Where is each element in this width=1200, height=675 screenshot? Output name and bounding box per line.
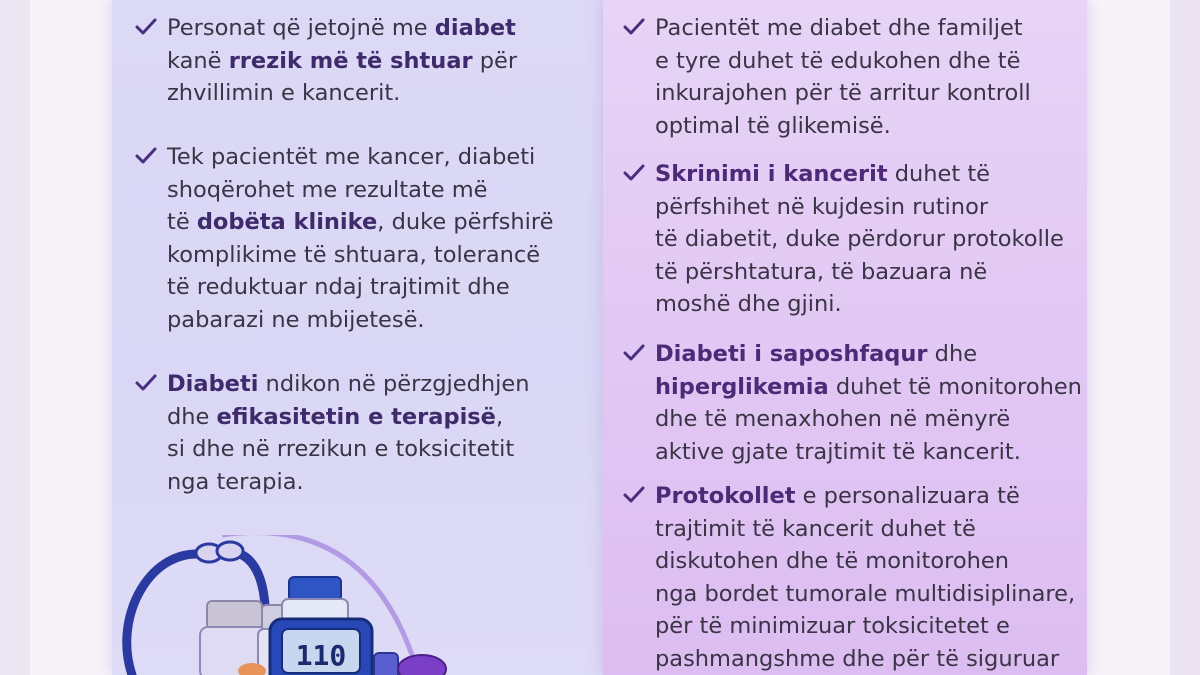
page-background (30, 0, 1170, 675)
text-segment: , (495, 403, 504, 430)
text-segment: si dhe në rrezikun e toksicitetit (167, 436, 515, 462)
bullet-text-line (655, 643, 1080, 675)
bold-phrase: diabet (434, 15, 516, 41)
text-segment: ndikon në përzgjedhjen (258, 371, 530, 397)
text-segment: pashmangshme dhe për të siguruar (655, 645, 1060, 672)
bold-phrase: hiperglikemia (655, 373, 829, 400)
glucose-reading: 110 (295, 639, 347, 672)
text-segment: kanë (167, 47, 229, 74)
checkmark-icon (622, 15, 646, 39)
right-item (655, 338, 1080, 468)
text-segment: zhvillimin e kancerit. (167, 80, 401, 106)
right-item (655, 158, 1080, 321)
bullet-text-line (655, 610, 1080, 643)
bullet-text-line (655, 223, 1080, 256)
bold-phrase: efikasitetin e terapisë (216, 403, 496, 430)
bullet-text-line (167, 433, 592, 466)
text-segment: moshë dhe gjini. (655, 291, 842, 317)
bullet-text-line (655, 338, 1080, 371)
text-segment: Tek pacientët me kancer, diabeti (167, 144, 536, 170)
bold-phrase: Diabeti i saposhfaqur (655, 341, 928, 367)
text-segment: e personalizuara të (795, 483, 1020, 509)
bullet-text-line (655, 371, 1080, 404)
bullet-text-line (655, 110, 1080, 143)
bold-phrase: Diabeti (167, 371, 259, 397)
text-segment: duhet të (887, 161, 991, 187)
left-item (167, 141, 592, 336)
bullet-text-line (655, 191, 1080, 224)
bullet-text-line (167, 466, 592, 499)
bullet-text-line (655, 45, 1080, 78)
text-segment: të diabetit, duke përdorur protokolle (655, 226, 1064, 252)
checkmark-icon (622, 483, 646, 507)
left-item (167, 12, 592, 110)
checkmark-icon (134, 371, 158, 395)
text-segment: për të minimizuar toksicitetet e (655, 613, 1010, 639)
bullet-text-line (167, 206, 592, 239)
text-segment: duhet të monitorohen (828, 373, 1082, 400)
checkmark-icon (134, 144, 158, 168)
bullet-text-line (167, 174, 592, 207)
bullet-text-line (655, 288, 1080, 321)
text-segment: dhe (927, 341, 978, 367)
bullet-text-line (167, 401, 592, 434)
bullet-text-line (167, 77, 592, 110)
text-segment: , duke përfshirë (377, 209, 554, 235)
bullet-text-line (655, 545, 1080, 578)
checkmark-icon (622, 341, 646, 365)
text-segment: Personat që jetojnë me (167, 15, 435, 41)
text-segment: pabarazi ne mbijetesë. (167, 306, 425, 333)
bullet-text-line (167, 239, 592, 272)
checkmark-icon (622, 161, 646, 185)
checkmark-icon (134, 15, 158, 39)
left-item (167, 368, 592, 498)
text-segment: dhe të menaxhohen në mënyrë (655, 406, 1011, 432)
bullet-text-line (167, 45, 592, 78)
bullet-text-line (655, 77, 1080, 110)
text-segment: përfshihet në kujdesin rutinor (655, 193, 989, 220)
text-segment: diskutohen dhe të monitorohen (655, 548, 1009, 574)
text-segment: të (167, 209, 197, 235)
right-item (655, 12, 1080, 142)
bullet-text-line (655, 12, 1080, 45)
text-segment: nga bordet tumorale multidisiplinare, (655, 580, 1076, 607)
text-segment: të përshtatura, të bazuara në (655, 258, 988, 285)
bold-phrase: dobëta klinike (196, 209, 378, 235)
bullet-text-line (167, 271, 592, 304)
text-segment: dhe (167, 403, 217, 430)
text-segment: të reduktuar ndaj trajtimit dhe (167, 274, 510, 300)
text-segment: trajtimit të kancerit duhet të (655, 515, 976, 542)
bullet-text-line (167, 12, 592, 45)
bold-phrase: rrezik më të shtuar (228, 47, 473, 74)
right-column (603, 0, 1087, 675)
lancet-icon (374, 653, 446, 675)
bold-phrase: Skrinimi i kancerit (655, 161, 888, 187)
text-segment: Pacientët me diabet dhe familjet (655, 15, 1023, 41)
text-segment: inkurajohen për të arritur kontroll (655, 80, 1031, 106)
bullet-text-line (167, 141, 592, 174)
bullet-text-line (167, 304, 592, 337)
insulin-bottle-icon (282, 577, 348, 623)
bullet-text-line (655, 403, 1080, 436)
text-segment: komplikime të shtuara, tolerancë (167, 241, 541, 268)
bold-phrase: Protokollet (655, 483, 796, 509)
text-segment: e tyre duhet të edukohen dhe të (655, 47, 1021, 74)
bullet-text-line (655, 513, 1080, 546)
bullet-text-line (655, 158, 1080, 191)
text-segment: optimal të glikemisë. (655, 112, 891, 139)
right-item (655, 480, 1080, 675)
text-segment: për (472, 47, 518, 74)
text-segment: aktive gjate trajtimit të kancerit. (655, 438, 1021, 465)
bullet-text-line (655, 436, 1080, 469)
text-segment: nga terapia. (167, 468, 304, 495)
bullet-text-line (655, 256, 1080, 289)
bullet-text-line (655, 480, 1080, 513)
text-segment: shoqërohet me rezultate më (167, 176, 488, 203)
left-column (112, 0, 604, 675)
bullet-text-line (655, 578, 1080, 611)
bullet-text-line (167, 368, 592, 401)
medical-illustration (112, 535, 572, 675)
